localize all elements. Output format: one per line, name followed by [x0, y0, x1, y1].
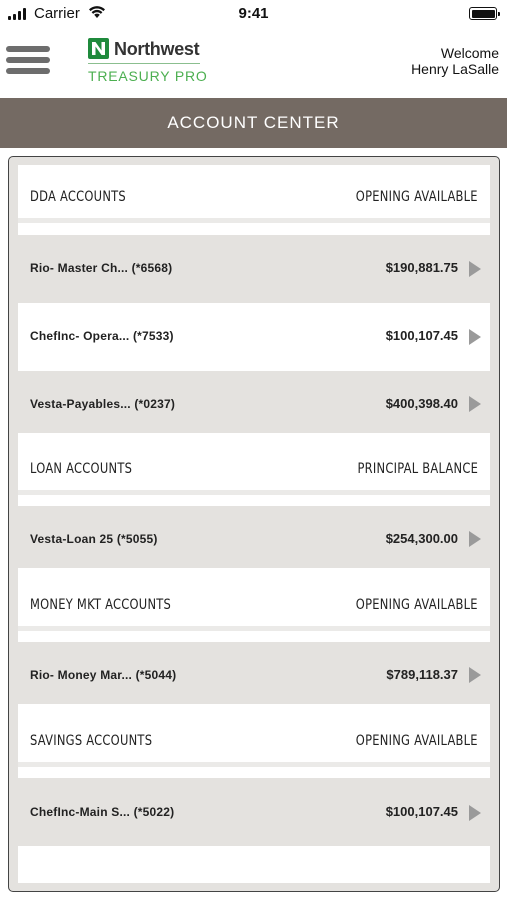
page-title: ACCOUNT CENTER — [167, 113, 340, 132]
account-balance: $400,398.40 — [385, 396, 458, 411]
account-name: ChefInc-Main S... (*5022) — [30, 805, 175, 819]
carrier-name: Carrier — [34, 5, 80, 22]
logo-mark-icon — [88, 38, 109, 59]
account-name: Vesta-Loan 25 (*5055) — [30, 532, 158, 546]
welcome-message — [411, 45, 499, 77]
account-list — [18, 165, 490, 883]
section-header-dda — [18, 165, 490, 227]
title-bar — [0, 98, 507, 148]
account-balance: $100,107.45 — [385, 804, 458, 819]
account-name: Rio- Master Ch... (*6568) — [30, 261, 173, 275]
account-row-5055[interactable] — [18, 506, 490, 568]
brand-subtitle: TREASURY PRO — [88, 68, 208, 84]
account-row-5022[interactable] — [18, 778, 490, 846]
account-row-6568[interactable] — [18, 235, 490, 303]
section-title: DDA ACCOUNTS — [30, 189, 126, 205]
chevron-right-icon — [469, 329, 481, 345]
account-balance: $190,881.75 — [385, 260, 458, 275]
section-divider — [18, 762, 490, 767]
section-title: MONEY MKT ACCOUNTS — [30, 597, 172, 613]
hamburger-menu-icon[interactable] — [6, 46, 50, 76]
account-row-0237[interactable] — [18, 371, 490, 433]
account-name: Vesta-Payables... (*0237) — [30, 397, 176, 411]
section-title: SAVINGS ACCOUNTS — [30, 733, 153, 749]
chevron-right-icon — [469, 396, 481, 412]
section-column-label: OPENING AVAILABLE — [355, 597, 478, 613]
account-balance: $100,107.45 — [385, 328, 458, 343]
account-row-7533[interactable] — [18, 303, 490, 371]
account-name: Rio- Money Mar... (*5044) — [30, 668, 177, 682]
section-column-label: OPENING AVAILABLE — [355, 189, 478, 205]
account-balance: $789,118.37 — [386, 667, 458, 682]
battery-icon — [469, 7, 497, 20]
account-row-5044[interactable] — [18, 642, 490, 704]
chevron-right-icon — [469, 531, 481, 547]
account-panel — [8, 156, 500, 892]
logo-divider — [88, 63, 200, 64]
section-header-loan — [18, 437, 490, 499]
section-header-savings — [18, 709, 490, 771]
chevron-right-icon — [469, 667, 481, 683]
status-time: 9:41 — [238, 5, 269, 22]
brand-name: Northwest — [114, 39, 200, 59]
account-balance: $254,300.00 — [385, 531, 458, 546]
section-header-money-market — [18, 573, 490, 635]
section-column-label: PRINCIPAL BALANCE — [357, 461, 478, 477]
section-divider — [18, 218, 490, 223]
section-divider — [18, 626, 490, 631]
section-divider — [18, 490, 490, 495]
section-column-label: OPENING AVAILABLE — [355, 733, 478, 749]
northwest-logo — [88, 38, 208, 88]
chevron-right-icon — [469, 261, 481, 277]
app-header — [0, 28, 507, 98]
account-name: ChefInc- Opera... (*7533) — [30, 329, 174, 343]
welcome-label: Welcome — [440, 45, 499, 61]
user-name: Henry LaSalle — [411, 61, 499, 77]
status-bar — [0, 0, 507, 28]
chevron-right-icon — [469, 805, 481, 821]
section-title: LOAN ACCOUNTS — [30, 461, 133, 477]
